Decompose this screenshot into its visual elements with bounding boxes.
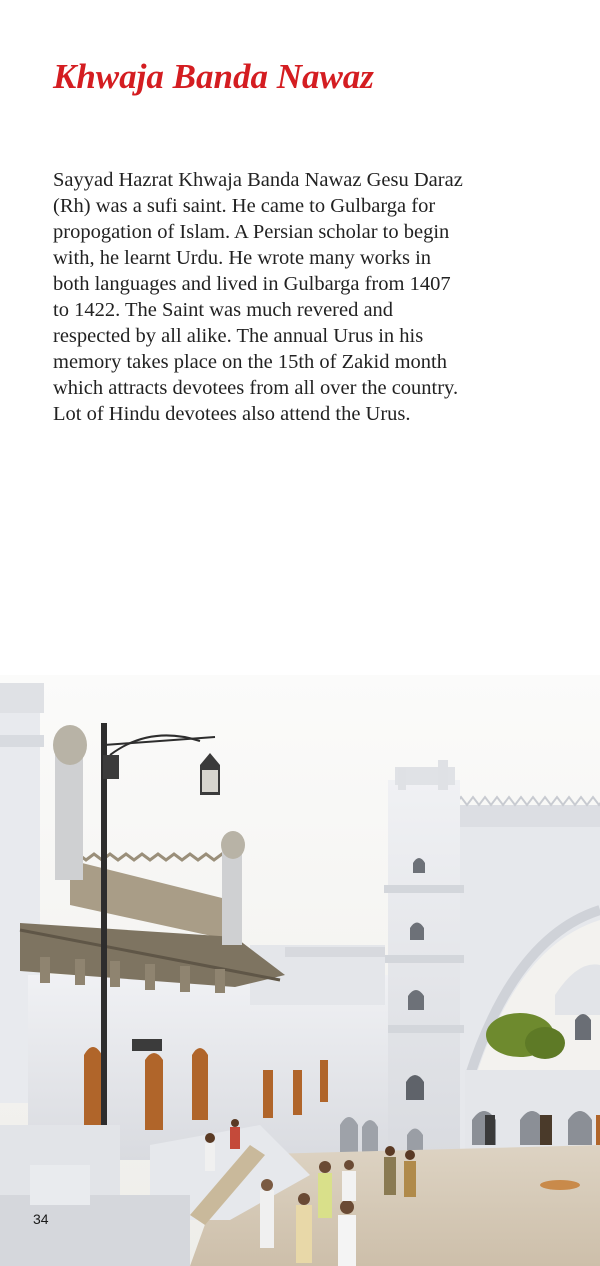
body-line: with, he learnt Urdu. He wrote many works in xyxy=(53,247,432,269)
body-line: propogation of Islam. A Persian scholar to begin xyxy=(53,221,450,243)
page-number: 34 xyxy=(33,1211,49,1227)
body-line: Lot of Hindu devotees also attend the Urus. xyxy=(53,403,411,425)
archway-building xyxy=(455,797,600,1160)
body-line: respected by all alike. The annual Urus in his xyxy=(53,325,424,347)
tower xyxy=(384,760,464,1155)
body-paragraph xyxy=(53,167,583,427)
body-line: which attracts devotees from all over the country. xyxy=(53,377,459,399)
body-line: both languages and lived in Gulbarga from 1407 xyxy=(53,273,451,295)
shrine-photo xyxy=(0,675,600,1266)
body-line: to 1422. The Saint was much revered and xyxy=(53,299,394,321)
page-title: Khwaja Banda Nawaz xyxy=(53,57,374,96)
body-line: Sayyad Hazrat Khwaja Banda Nawaz Gesu Daraz xyxy=(53,169,463,191)
body-line: (Rh) was a sufi saint. He came to Gulbarga for xyxy=(53,195,436,217)
body-line: memory takes place on the 15th of Zakid month xyxy=(53,351,447,373)
